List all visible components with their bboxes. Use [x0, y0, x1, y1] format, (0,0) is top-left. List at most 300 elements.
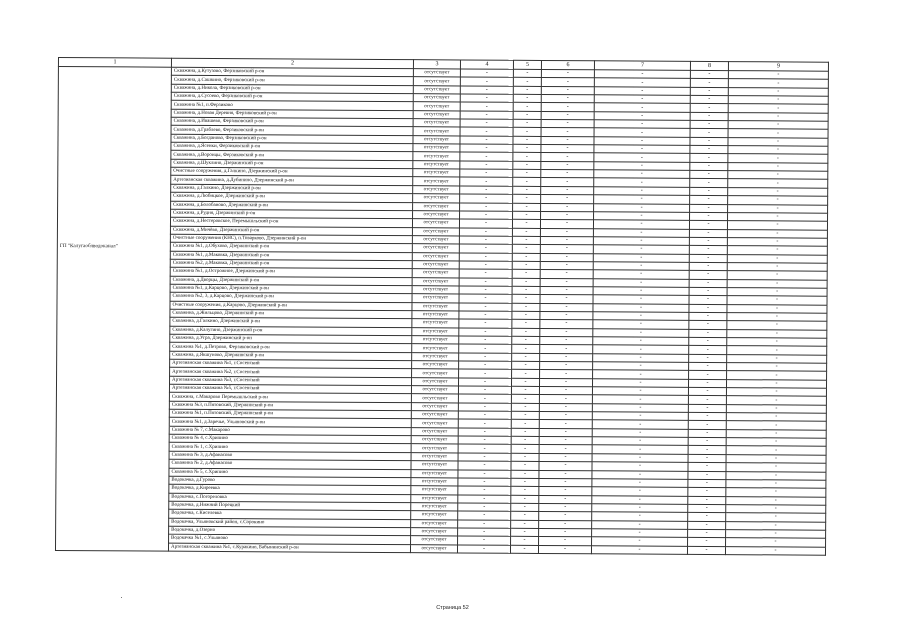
dash-cell: -	[727, 254, 827, 263]
dash-cell: -	[593, 320, 689, 329]
dash-cell: -	[539, 387, 592, 396]
dash-cell: -	[593, 228, 689, 237]
status-cell: отсутствует	[412, 319, 459, 328]
dash-cell: -	[593, 312, 689, 321]
dash-cell: -	[727, 313, 827, 322]
dash-cell: -	[460, 177, 513, 186]
dash-cell: -	[727, 363, 827, 372]
dash-cell: -	[458, 428, 511, 437]
dash-cell: -	[594, 195, 690, 204]
facility-name-cell: Скважина № 3, д.Афанасово	[169, 451, 411, 461]
dash-cell: -	[539, 428, 592, 437]
dash-cell: -	[727, 221, 827, 230]
dash-cell: -	[594, 103, 690, 112]
dash-cell: -	[726, 413, 826, 422]
dash-cell: -	[460, 161, 513, 170]
dash-cell: -	[726, 429, 826, 438]
status-cell: отсутствует	[413, 135, 460, 144]
dash-cell: -	[460, 77, 513, 86]
dash-cell: -	[726, 396, 826, 405]
dash-cell: -	[512, 345, 540, 354]
dash-cell: -	[513, 211, 541, 220]
status-cell: отсутствует	[411, 503, 458, 512]
dash-cell: -	[540, 245, 593, 254]
dash-cell: -	[726, 421, 826, 430]
dash-cell: -	[728, 129, 828, 138]
dash-cell: -	[688, 379, 726, 388]
dash-cell: -	[688, 463, 726, 472]
dash-cell: -	[459, 328, 512, 337]
facility-name-cell: Скважина №1, д.Петрово, Ферзиковский р-он	[170, 343, 412, 353]
dash-cell: -	[460, 211, 513, 220]
dash-cell: -	[594, 203, 690, 212]
facility-name-cell: Артезианская скважина №5, г.Сосенский	[169, 384, 411, 394]
dash-cell: -	[541, 128, 594, 137]
dash-cell: -	[539, 378, 592, 387]
dash-cell: -	[513, 194, 541, 203]
status-cell: отсутствует	[412, 327, 459, 336]
status-cell: отсутствует	[413, 102, 460, 111]
dash-cell: -	[512, 361, 540, 370]
dash-cell: -	[540, 336, 593, 345]
dash-cell: -	[460, 144, 513, 153]
dash-cell: -	[513, 119, 541, 128]
dash-cell: -	[689, 329, 727, 338]
dash-cell: -	[690, 204, 728, 213]
facility-name-cell: Скважина, д.Угра, Дзержинский р-он	[170, 334, 412, 344]
dash-cell: -	[541, 211, 594, 220]
dash-cell: -	[539, 512, 592, 521]
status-cell: отсутствует	[411, 519, 458, 528]
dash-cell: -	[540, 228, 593, 237]
dash-cell: -	[593, 353, 689, 362]
facility-name-cell: Артезианская скважина, д.Дубинино, Дзержинский р-он	[171, 176, 413, 186]
dash-cell: -	[689, 287, 727, 296]
dash-cell: -	[592, 520, 688, 529]
facility-name-cell: Скважина, д.Болобаново, Дзержинский р-он	[171, 201, 413, 211]
dash-cell: -	[512, 261, 540, 270]
status-cell: отсутствует	[411, 452, 458, 461]
dash-cell: -	[458, 469, 511, 478]
status-cell: отсутствует	[413, 69, 460, 78]
dash-cell: -	[593, 345, 689, 354]
dash-cell: -	[688, 412, 726, 421]
status-cell: отсутствует	[412, 286, 459, 295]
status-cell: отсутствует	[412, 236, 459, 245]
dash-cell: -	[594, 162, 690, 171]
dash-cell: -	[688, 421, 726, 430]
status-cell: отсутствует	[412, 311, 459, 320]
dash-cell: -	[727, 279, 827, 288]
dash-cell: -	[689, 346, 727, 355]
dash-cell: -	[541, 94, 594, 103]
dash-cell: -	[688, 446, 726, 455]
dash-cell: -	[511, 520, 539, 529]
dash-cell: -	[459, 244, 512, 253]
dash-cell: -	[594, 86, 690, 95]
status-cell: отсутствует	[412, 244, 459, 253]
dash-cell: -	[728, 154, 828, 163]
facility-name-cell: Водокачка, с.Киселевка	[169, 509, 411, 519]
dash-cell: -	[728, 179, 828, 188]
dash-cell: -	[727, 296, 827, 305]
dash-cell: -	[594, 95, 690, 104]
dash-cell: -	[688, 488, 726, 497]
dash-cell: -	[594, 178, 690, 187]
facility-name-cell: Скважина №1, д.Обухово, Дзержинский р-он	[170, 242, 412, 252]
dash-cell: -	[511, 537, 539, 546]
dash-cell: -	[727, 262, 827, 271]
dash-cell: -	[538, 545, 591, 554]
dash-cell: -	[511, 403, 539, 412]
dash-cell: -	[728, 137, 828, 146]
dash-cell: -	[690, 196, 728, 205]
facility-name-cell: Скважина, д.Сашкино, Ферзиковский р-он	[171, 76, 413, 86]
status-cell: отсутствует	[411, 402, 458, 411]
dash-cell: -	[459, 336, 512, 345]
dash-cell: -	[594, 187, 690, 196]
status-cell: отсутствует	[413, 144, 460, 153]
status-cell: отсутствует	[413, 85, 460, 94]
dash-cell: -	[728, 171, 828, 180]
facility-name-cell: Скважина, д.Любицкое, Дзержинский р-он	[171, 192, 413, 202]
dash-cell: -	[726, 471, 826, 480]
dash-cell: -	[592, 404, 688, 413]
data-table	[55, 57, 829, 556]
dash-cell: -	[513, 178, 541, 187]
facility-name-cell: Скважина, д.Галкино, Дзержинский р-он	[171, 184, 413, 194]
dash-cell: -	[511, 453, 539, 462]
dash-cell: -	[512, 228, 540, 237]
facility-name-cell: Скважина, д.Граблево, Ферзиковский р-он	[171, 126, 413, 136]
status-cell: отсутствует	[412, 352, 459, 361]
status-cell: отсутствует	[413, 177, 460, 186]
facility-name-cell: Скважина, д.Новая Деревня, Ферзиковский р-он	[171, 109, 413, 119]
dash-cell: -	[541, 69, 594, 78]
dash-cell: -	[689, 304, 727, 313]
dash-cell: -	[689, 354, 727, 363]
dash-cell: -	[513, 169, 541, 178]
dash-cell: -	[689, 221, 727, 230]
dash-cell: -	[688, 479, 726, 488]
scan-speck	[121, 597, 122, 598]
dash-cell: -	[726, 513, 826, 522]
facility-name-cell: Водокачка, д.Гурово	[169, 476, 411, 486]
dash-cell: -	[541, 161, 594, 170]
status-cell: отсутствует	[412, 269, 459, 278]
dash-cell: -	[458, 394, 511, 403]
dash-cell: -	[512, 270, 540, 279]
dash-cell: -	[592, 378, 688, 387]
dash-cell: -	[539, 437, 592, 446]
dash-cell: -	[728, 71, 828, 80]
dash-cell: -	[460, 202, 513, 211]
status-cell: отсутствует	[413, 110, 460, 119]
dash-cell: -	[592, 504, 688, 513]
dash-cell: -	[689, 321, 727, 330]
facility-name-cell: Скважина, д.Дворцы, Дзержинский р-он	[170, 276, 412, 286]
dash-cell: -	[511, 511, 539, 520]
dash-cell: -	[458, 411, 511, 420]
dash-cell: -	[539, 487, 592, 496]
dash-cell: -	[728, 121, 828, 130]
dash-cell: -	[541, 136, 594, 145]
header-cell: 5	[513, 60, 541, 69]
status-cell: отсутствует	[412, 369, 459, 378]
facility-name-cell: Очистные сооружения, д.Карцово, Дзержинский р-он	[170, 301, 412, 311]
dash-cell: -	[540, 361, 593, 370]
dash-cell: -	[591, 545, 687, 554]
dash-cell: -	[727, 271, 827, 280]
dash-cell: -	[592, 462, 688, 471]
dash-cell: -	[688, 471, 726, 480]
dash-cell: -	[728, 87, 828, 96]
status-cell: отсутствует	[413, 194, 460, 203]
dash-cell: -	[727, 329, 827, 338]
dash-cell: -	[593, 303, 689, 312]
dash-cell: -	[539, 478, 592, 487]
dash-cell: -	[690, 112, 728, 121]
dash-cell: -	[460, 136, 513, 145]
dash-cell: -	[540, 320, 593, 329]
dash-cell: -	[690, 129, 728, 138]
dash-cell: -	[513, 203, 541, 212]
status-cell: отсутствует	[411, 494, 458, 503]
dash-cell: -	[689, 229, 727, 238]
dash-cell: -	[727, 229, 827, 238]
facility-name-cell: Артезианская скважина №3, г.Сосенский	[170, 376, 412, 386]
dash-cell: -	[513, 136, 541, 145]
facility-name-cell: Скважина №3, п.Пятовский, Дзержинский р-он	[169, 401, 411, 411]
facility-name-cell: Скважина № 4, с.Хрипино	[169, 434, 411, 444]
dash-cell: -	[690, 120, 728, 129]
dash-cell: -	[540, 236, 593, 245]
dash-cell: -	[727, 338, 827, 347]
dash-cell: -	[593, 337, 689, 346]
dash-cell: -	[728, 112, 828, 121]
facility-name-cell: Скважина №1, д.Заречье, Ульяновский р-он	[169, 418, 411, 428]
facility-name-cell: Скважина, с.Макарово Перемышльский р-он	[169, 393, 411, 403]
dash-cell: -	[540, 270, 593, 279]
facility-name-cell: Скважина № 1, с.Хрипино	[169, 443, 411, 453]
dash-cell: -	[592, 529, 688, 538]
dash-cell: -	[539, 520, 592, 529]
status-cell: отсутствует	[412, 344, 459, 353]
dash-cell: -	[593, 370, 689, 379]
facility-name-cell: Скважина №1, д.Острожное, Дзержинский р-он	[170, 267, 412, 277]
dash-cell: -	[541, 86, 594, 95]
dash-cell: -	[513, 128, 541, 137]
dash-cell: -	[690, 187, 728, 196]
header-cell: 1	[58, 58, 171, 68]
dash-cell: -	[459, 286, 512, 295]
facility-name-cell: Водокачка, д.Киреевка	[169, 484, 411, 494]
dash-cell: -	[511, 495, 539, 504]
dash-cell: -	[459, 303, 512, 312]
dash-cell: -	[458, 478, 511, 487]
dash-cell: -	[511, 461, 539, 470]
dash-cell: -	[726, 504, 826, 513]
dash-cell: -	[726, 454, 826, 463]
dash-cell: -	[727, 371, 827, 380]
dash-cell: -	[513, 86, 541, 95]
status-cell: отсутствует	[411, 461, 458, 470]
dash-cell: -	[688, 437, 726, 446]
dash-cell: -	[690, 104, 728, 113]
dash-cell: -	[511, 528, 539, 537]
dash-cell: -	[458, 528, 511, 537]
dash-cell: -	[458, 486, 511, 495]
facility-name-cell: Скважина, д.Богданово, Ферзиковский р-он	[171, 134, 413, 144]
facility-name-cell: Скважина №1, п.Пятовский, Дзержинский р-он	[169, 409, 411, 419]
dash-cell: -	[540, 278, 593, 287]
dash-cell: -	[690, 145, 728, 154]
status-cell: отсутствует	[413, 119, 460, 128]
dash-cell: -	[539, 537, 592, 546]
dash-cell: -	[727, 346, 827, 355]
dash-cell: -	[460, 111, 513, 120]
dash-cell: -	[539, 495, 592, 504]
status-cell: отсутствует	[412, 336, 459, 345]
status-cell: отсутствует	[413, 185, 460, 194]
dash-cell: -	[512, 253, 540, 262]
facility-name-cell: Очистные сооружения (КНС), п.Товарково, Дзержинский р-он	[170, 234, 412, 244]
status-cell: отсутствует	[413, 94, 460, 103]
dash-cell: -	[458, 378, 511, 387]
dash-cell: -	[690, 87, 728, 96]
dash-cell: -	[460, 186, 513, 195]
dash-cell: -	[540, 370, 593, 379]
dash-cell: -	[541, 195, 594, 204]
dash-cell: -	[592, 437, 688, 446]
dash-cell: -	[726, 404, 826, 413]
dash-cell: -	[688, 387, 726, 396]
dash-cell: -	[688, 538, 726, 547]
dash-cell: -	[541, 203, 594, 212]
dash-cell: -	[592, 487, 688, 496]
dash-cell: -	[690, 70, 728, 79]
dash-cell: -	[460, 69, 513, 78]
dash-cell: -	[459, 319, 512, 328]
facility-name-cell: Водокачка, д.Озерно	[169, 526, 411, 536]
dash-cell: -	[592, 512, 688, 521]
dash-cell: -	[592, 479, 688, 488]
dash-cell: -	[593, 362, 689, 371]
dash-cell: -	[592, 445, 688, 454]
dash-cell: -	[689, 246, 727, 255]
header-cell: 7	[594, 61, 690, 71]
facility-name-cell: Скважина №2, д.Маковка, Дзержинский р-он	[170, 259, 412, 269]
dash-cell: -	[728, 104, 828, 113]
dash-cell: -	[460, 152, 513, 161]
dash-cell: -	[511, 420, 539, 429]
dash-cell: -	[594, 170, 690, 179]
dash-cell: -	[512, 236, 540, 245]
facility-name-cell: Скважина, д.Шуклино, Дзержинский р-он	[171, 159, 413, 169]
dash-cell: -	[460, 169, 513, 178]
dash-cell: -	[593, 237, 689, 246]
dash-cell: -	[511, 503, 539, 512]
dash-cell: -	[540, 345, 593, 354]
dash-cell: -	[541, 145, 594, 154]
dash-cell: -	[458, 453, 511, 462]
dash-cell: -	[690, 212, 728, 221]
facility-name-cell: Скважина, д.Кутузово, Ферзиковский р-он	[171, 67, 413, 77]
dash-cell: -	[593, 278, 689, 287]
dash-cell: -	[513, 186, 541, 195]
status-cell: отсутствует	[413, 202, 460, 211]
status-cell: отсутствует	[411, 377, 458, 386]
dash-cell: -	[539, 528, 592, 537]
dash-cell: -	[540, 311, 593, 320]
dash-cell: -	[458, 520, 511, 529]
facility-name-cell: Скважина, д.Жильцово, Дзержинский р-он	[170, 309, 412, 319]
status-cell: отсутствует	[411, 419, 458, 428]
dash-cell: -	[459, 227, 512, 236]
dash-cell: -	[459, 261, 512, 270]
dash-cell: -	[460, 119, 513, 128]
dash-cell: -	[594, 78, 690, 87]
dash-cell: -	[688, 496, 726, 505]
dash-cell: -	[458, 403, 511, 412]
dash-cell: -	[689, 279, 727, 288]
dash-cell: -	[689, 254, 727, 263]
status-cell: отсутствует	[411, 436, 458, 445]
dash-cell: -	[727, 237, 827, 246]
status-cell: отсутствует	[412, 294, 459, 303]
organization-cell: ГП "Калугаоблводоканал"	[56, 67, 171, 426]
dash-cell: -	[726, 463, 826, 472]
dash-cell: -	[458, 436, 511, 445]
dash-cell: -	[726, 438, 826, 447]
dash-cell: -	[511, 470, 539, 479]
dash-cell: -	[592, 395, 688, 404]
facility-name-cell: Скважина №2, 3, д.Карцово, Дзержинский р-он	[170, 292, 412, 302]
dash-cell: -	[511, 386, 539, 395]
dash-cell: -	[511, 436, 539, 445]
status-cell: отсутствует	[412, 219, 459, 228]
status-cell: отсутствует	[412, 277, 459, 286]
dash-cell: -	[511, 428, 539, 437]
dash-cell: -	[689, 262, 727, 271]
facility-name-cell: Водокачка, д.Нижний Порецкий	[169, 501, 411, 511]
dash-cell: -	[460, 94, 513, 103]
dash-cell: -	[460, 127, 513, 136]
dash-cell: -	[728, 96, 828, 105]
facility-name-cell: Скважина №1, д.Маковка, Дзержинский р-он	[170, 251, 412, 261]
dash-cell: -	[690, 79, 728, 88]
status-cell: отсутствует	[413, 152, 460, 161]
dash-cell: -	[541, 111, 594, 120]
status-cell: отсутствует	[411, 511, 458, 520]
dash-cell: -	[594, 128, 690, 137]
dash-cell: -	[689, 296, 727, 305]
header-cell: 9	[728, 62, 828, 72]
dash-cell: -	[512, 311, 540, 320]
dash-cell: -	[726, 488, 826, 497]
dash-cell: -	[511, 378, 539, 387]
status-cell: отсутствует	[411, 478, 458, 487]
dash-cell: -	[541, 170, 594, 179]
dash-cell: -	[459, 278, 512, 287]
dash-cell: -	[540, 261, 593, 270]
dash-cell: -	[689, 312, 727, 321]
dash-cell: -	[539, 503, 592, 512]
dash-cell: -	[726, 538, 826, 547]
dash-cell: -	[728, 146, 828, 155]
dash-cell: -	[459, 353, 512, 362]
dash-cell: -	[539, 470, 592, 479]
